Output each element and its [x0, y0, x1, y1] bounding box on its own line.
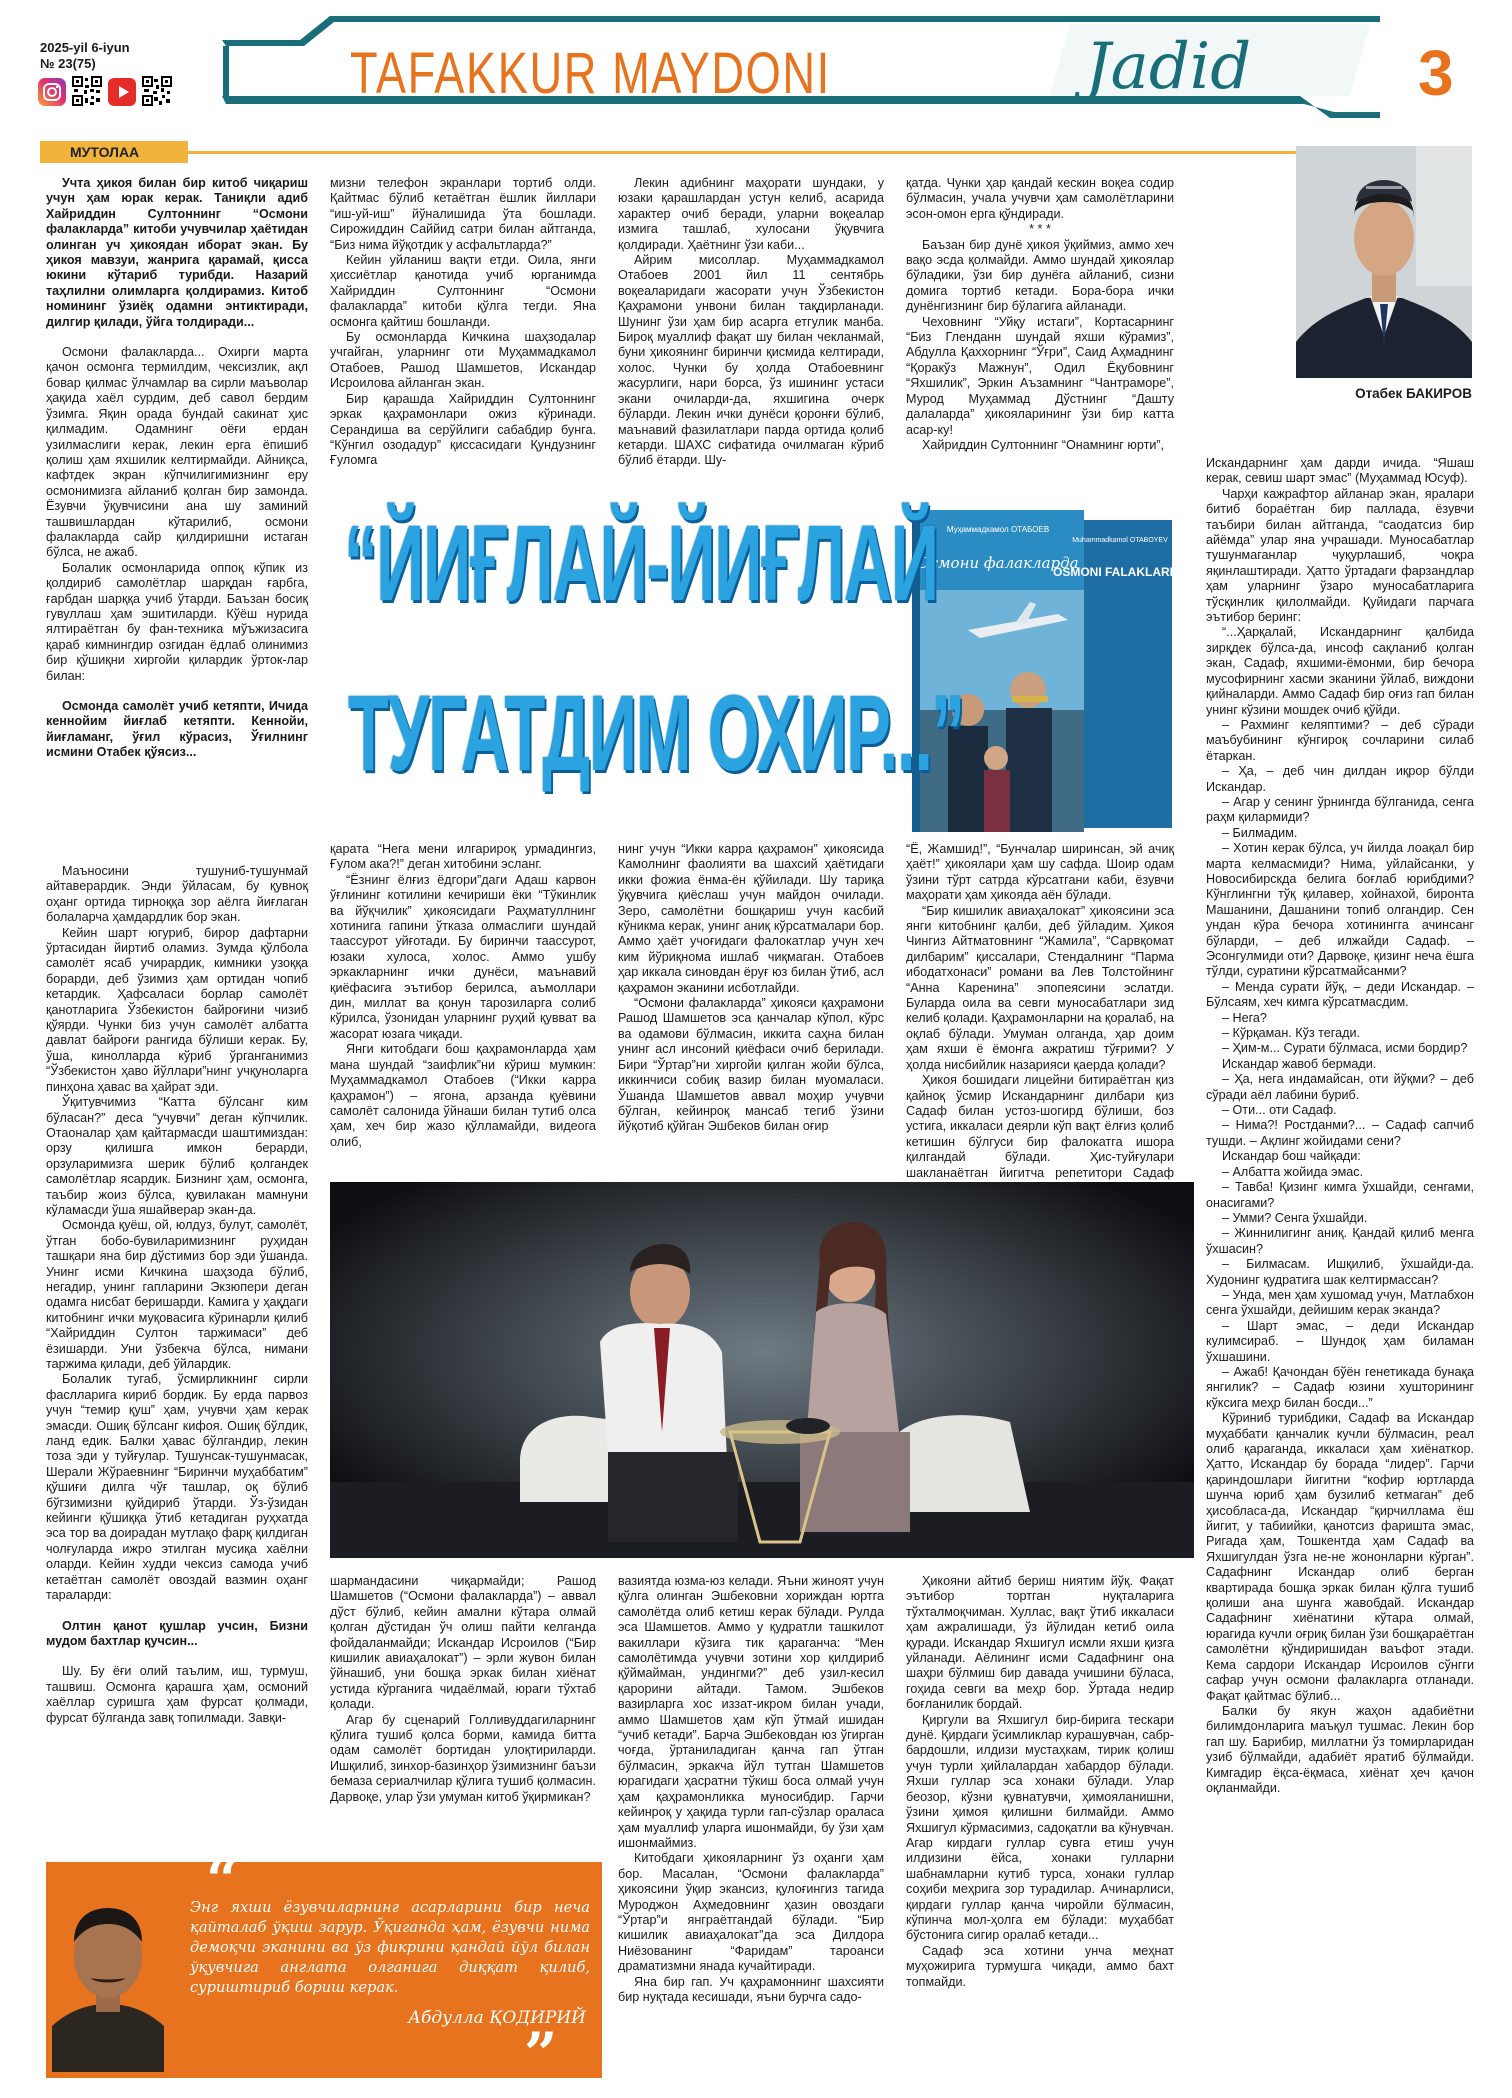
paragraph: – Кўрқаман. Кўз тегади.	[1222, 1026, 1361, 1041]
verse: Олтин қанот қушлар учсин, Бизни мудом бахтлар қучсин...	[46, 1618, 308, 1648]
paragraph: – Жиннилигинг аниқ. Қандай қилиб менга ўхшасин?	[1206, 1226, 1474, 1256]
paragraph: Кейин уйланиш вақти етди. Оила, янги ҳиссиётлар қанотида учиб юрганимда Хайриддин Султоннинг “Осмони фалакларда” китоби қўлга тегди. Яна осмонга қайтиш бошланди.	[330, 253, 596, 329]
paragraph: “Ёзнинг ёлғиз ёдгори”даги Адаш карвон ўғлининг котилини кечириши ёки “Тўкинлик ва йўқчилик” ҳикоясидаги Раҳматуллнинг хотинига гапини ўтказа олмаслиги шундай таассурот уйғотади. Бу биринчи таассурот, юзаки хулоса, холос. Аммо ушбу эркакларнинг ички дунёси, маънавий қиёфасига эътибор берилса, аъмоллари дин, миллат ва қонун тарозиларга солиб кўрилса, ўзонидан уларнинг руҳий қувват ва жасорат юзага чиқади.	[330, 872, 596, 1041]
paragraph: – Нега?	[1222, 1010, 1267, 1025]
paragraph: “Бир кишилик авиаҳалокат” ҳикоясини эса янги китобнинг қалби, деб ўйладим. Ҳикоя Чингиз Айтматовнинг “Жамила”, “Сарвқомат дилбарим” қиссалари, Стендалнинг “Парма ибодатхонаси” романи ва Лев Толстойнинг “Анна Каренина” эпопеясини эслатди. Буларда оила ва севги муносабатлари зид келиб қолади. Қаҳрамонларни на қоралаб, на оқлаб бўлади. Умуман олганда, ҳар доим ҳам яхши ё ёмонга ажратиш тўғрими? У ҳолда нисбийлик назарияси қаерда қолади?	[906, 903, 1174, 1072]
paragraph: нинг учун “Икки карра қаҳрамон” ҳикоясида Камолнинг фаолияти ва шахсий ҳаётидаги икки фожиа ёнма-ён қўйилади. Шу тариқа ўқувчига қиёслаш учун майдон очилади. Зеро, самолётни бошқариш учун касбий кўникма керак, унинг аниқ кўрсатмалари бор. Аммо ҳаёт учоғидаги фалокатлар учун хеч ким йўриқнома ишлаб чиқмаган. Отабоев ҳар иккала синовдан ёруғ юз билан ўтиб, асл қаҳрамон эканини исботлайди.	[618, 842, 884, 995]
lead-paragraph: Учта ҳикоя билан бир китоб чиқариш учун ҳам юрак керак. Таниқли адиб Хайриддин Султоннинг “Осмони фалакларда” китоби учувчилар ҳаётидан олинган уч ҳикоядан иборат экан. Бу ҳикоя мавзуи, жанрига қарамай, қисса юкини кўтариб турибди. Назарий таҳлилни олимларга қолдирамиз. Китоб номининг ўзиёқ одамни энтиктиради, дилгир қилади, ўйга толдиради...	[46, 176, 308, 329]
book-title-left: Осмони фалакларда	[917, 554, 1079, 572]
paragraph: Искандар бош чайқади:	[1222, 1149, 1361, 1164]
instagram-icon[interactable]	[38, 78, 66, 106]
paragraph: – Рахминг келяптими? – деб сўради маъбубининг кўнгироқ сочларини силаб ётаркан.	[1206, 717, 1474, 763]
column-5	[1206, 456, 1474, 1796]
paragraph: Ҳикояни айтиб бериш ниятим йўқ. Фақат эътибор тортган нуқталарига тўхталмоқчиман. Хуллас, вақт ўтиб иккаласи ҳам ажралишади, ўз йўлидан кетиб оила қуради. Искандар Яхшигул исмли яхши қизга уйланади. Аёлининг исми Садафнинг она шаҳри бўлмиш бир давада учишини бўласа, гоҳида севги ва меҳр бор. Ўртада недир боғланилик бордай.	[906, 1574, 1174, 1712]
paragraph: – Билмадим.	[1222, 825, 1298, 840]
section-title: TAFAKKUR MAYDONI	[350, 41, 831, 106]
book-author-right: Muhammadkamol OTABOYEV	[1072, 537, 1168, 544]
paragraph: қарата “Нега мени илгарироқ урмадингиз, Ғулом ака?!” деган хитобини эсланг.	[330, 842, 596, 872]
rubric-label	[40, 141, 188, 163]
headline-line-1: “ЙИҒЛАЙ-ЙИҒЛАЙ	[344, 502, 938, 623]
paragraph: Лекин адибнинг маҳорати шундаки, у юзаки қарашлардан устун келиб, асарида характер очиб беради, уларни воқеалар измига ташлаб, хулосани ўқувчига қолдиради. Ҳаётнинг ўзи каби...	[618, 176, 884, 252]
paragraph: Балки бу якун жаҳон адабиётни билимдонларига маъқул тушмас. Лекин бор гап шу. Барибир, миллатни ўз томирларидан узиб бўлмайди, адабиёт яратиб бўлмайди. Кимгадир ёқса-ёқмаса, хиёнат ҳеч қачон оқланмайди.	[1206, 1703, 1474, 1795]
quote-author-portrait	[52, 1876, 164, 2072]
paragraph: “Осмони фалакларда” ҳикояси қаҳрамони Рашод Шамшетов эса қанчалар кўпол, кўрс ва одамови бўлмасин, иккита саҳна билан унинг асл инсоний қиёфаси очиб берилади. Бири “Ўртар”ни хиргойи қилган жойи бўлса, иккинчиси собиқ вазир билан муомаласи. Ўшанда Шамшетов аввал моҳир учувчи бўлган, кейинроқ мансаб тегиб ўзини йўқотиб қўйган Эшбеков билан оғир	[618, 996, 884, 1134]
column-4-top	[906, 176, 1174, 453]
quote-text: Энг яхши ёзувчиларнинг асарларини бир неча қайталаб ўқиш зарур. Ўқиганда ҳам, ёзувчи нима демоқчи эканини ва ўз фикрини қандай йўл билан ўқувчига англата олганига диққат қилиб, суриштириб бориш керак.	[190, 1899, 590, 1996]
paragraph: Болалик осмонларида оппоқ кўпик из қолдириб самолётлар шарқдан ғарбга, ғарбдан шарққа учиб ўтарди. Баъзан босиқ гувуллаш ҳам эшитиларди. Кўёш нурида ялтираётган бу фан-техника мўъжизасига қараб кимнингдир озгидан ёдлаб олинимиз бир қўшиқни хиргойи қилардик ўрток-лар билан:	[46, 560, 308, 683]
paragraph: шармандасини чиқармайди; Рашод Шамшетов (“Осмони фалакларда”) – аввал дўст бўлиб, кейин амални кўтара олмай қолган дўстидан ўч олиш пайти келганда фойдаланмайди; Искандар Исроилов (“Бир кишилик авиаҳалокат”) – эрли жувон билан ўйнашиб, уни бошқа эркак билан хиёнат устида кўрганига чидаёлмай, юраги тўхтаб қолади.	[330, 1574, 596, 1712]
author-photo	[1296, 146, 1472, 378]
open-quote-mark: “	[206, 1846, 240, 1914]
youtube-icon[interactable]	[108, 78, 136, 106]
column-3-top	[618, 176, 884, 469]
paragraph: Айрим мисоллар. Муҳаммадкамол Отабоев 2001 йил 11 сентябрь воқеаларидаги жасорати учун Ўзбекистон Қаҳрамони унвони билан тақдирланади. Шунинг ўзи ҳам бир асарга етгулик манба. Бироқ муаллиф фақат шу билан чекланмай, буни ҳикоянинг биринчи қисмида келтиради, холос. Чунки бу ҳолда Отабоевнинг жасурлиги, нари борса, ўз ишининг устаси экани очиларди-да, яхшигина очерк бўларди. Лекин ички дунёси қоронғи бўлиб, маънавий фазилатлари парда ортида қолиб кетарди. ШАХС сифатида очилмаган кўриб бўлиб ётарди. Шу-	[618, 253, 884, 468]
column-1-bottom	[46, 864, 308, 1726]
paragraph: – Менда сурати йўқ, – деди Искандар. – Бўлсаям, хеч кимга кўрсатмасдим.	[1206, 979, 1474, 1010]
paragraph: Кўриниб турибдики, Садаф ва Искандар муҳаббати қанчалик кучли бўлмасин, реал олиб қараганда, иккаласи ҳам хиёнаткор. Ҳатто, Искандар бу борада “лидер”. Гарчи қариндошлари йигитни “кофир юртларда шунча юриб ҳам бузилиб кетмаган” деб ҳисобласа-да, Искандар “қирчиллама ёш йигит, у табиийки, қанотсиз фаришта эмас, Ригада ҳам, Тошкентда ҳам Садаф ва Яхшигулдан ўзга не-не жононларни кўрган”. Садафнинг Искандар олиб берган квартирада бошқа эркак билан қўлга тушиб қолиши ана шунга жавобдай. Искандар Садафнинг хиёнатини кўтара олмай, юрагида кучли оғриқ билан ўзи бошқараётган самолётни қўндиришидан ваъфот этади. Кема сардори Искандар Исроилов сўнгги сафар учун осмони фалакларга отланади. Фақат қайтмас бўлиб...	[1206, 1411, 1474, 1703]
paragraph: Қиргули ва Яхшигул бир-бирига тескари дунё. Қирдаги ўсимликлар курашувчан, сабр-бардошли, илдизи мустаҳкам, тирик қолиш учун турли ҳийлалардан хабардор бўлади. Яхши гуллар эса хонаки бўлади. Улар беозор, кўзни қувнатувчи, ҳимояланишни, ўзини ҳимоя қилишни билмайди. Аммо Яхшигул кўрмасимиз, садоқатли ва кўнувчан. Агар кирдаги гуллар сувга етиш учун илдизини ёйса, хонаки гулларни шабнамларни кутиб турса, хонаки гуллар соҳиби меҳрига зор турадилар. Ачинарлиси, қирдаги гуллар қанча чиройли бўлмасин, кўпинча мол-ҳолга ем бўлади: муҳаббат бўстонига сигир оралаб кетади...	[906, 1712, 1174, 1943]
verse: Осмонда самолёт учиб кетяпти, Ичида кеннойим йиғлаб кетяпти. Кеннойи, йиғламанг, ўғил кўрасиз, Ўғилнинг исмини Отабек қўясиз...	[46, 699, 308, 760]
qr-code-icon[interactable]	[72, 76, 102, 106]
paragraph: – Ҳа, – деб чин дилдан иқрор бўлди Искандар.	[1206, 764, 1474, 794]
paragraph: Яна бир гап. Уч қаҳрамоннинг шахсияти бир нуқтада кесишади, яъни бурчга садо-	[618, 1974, 884, 2004]
paragraph: “Ё, Жамшид!”, “Бунчалар ширинсан, эй ачиқ ҳаёт!” ҳикоялари ҳам шу сафда. Шоир одам ўзини тўрт сатрда кўрсатгани каби, ёзувчи маҳорати ҳам ҳикояда аён бўлади.	[906, 842, 1174, 903]
paragraph: “...Ҳарқалай, Искандарнинг қалбида зирқдек бўлса-да, инсоф сақланиб қолган экан, Садаф, яхшими-ёмонми, бир бечора мусофирнинг хасми эканини ўйлаб, виждони қийналарди. Аммо Садаф бир оғиз гап билан унинг кўзини мошдек очиб қўйди.	[1206, 625, 1474, 717]
paragraph: Искандарнинг ҳам дарди ичида. “Яшаш керак, севиш шарт эмас” (Муҳаммад Юсуф).	[1206, 456, 1474, 486]
paragraph: Бир қарашда Хайриддин Султоннинг эркак қаҳрамонлари ожиз кўринади. Серандиша ва серўйлиги сабабдир бунга. “Кўнгил озодадур” қиссасидаги Қундузнинг Ғуломга	[330, 391, 596, 468]
paragraph: – Агар у сенинг ўрнингда бўлганида, сенга раҳм қилармиди?	[1206, 794, 1474, 825]
paragraph: – Ҳим-м... Сурати бўлмаса, исми бордир?	[1222, 1041, 1468, 1056]
paragraph: Агар бу сценарий Голливуддагиларнинг қўлига тушиб қолса борми, камида битта одам самолёт бортидан улоқтириларди. Ишқилиб, зинхор-базинҳор ўзимизнинг баъзи бемаза сериалчилар қўлига тушиб қолмасин. Дарвоқе, улар ўзи умуман китоб ўқирмикан?	[330, 1712, 596, 1804]
paragraph: Искандар жавоб бермади.	[1222, 1056, 1377, 1071]
rubric-text: МУТОЛАА	[70, 144, 140, 160]
paragraph: Ўқитувчимиз “Катта бўлсанг ким бўласан?” деса “учувчи” деган кўпчилик. Отаоналар ҳам қайтармасди шаштимиздан: орзу қилишга имкон берарди, орзуларимизга шерик бўлиб қолгандек самолётлар ясардик. Бизнинг ҳам, осмонга, таъбир жоиз бўлса, қувилакан мамнуни кўламасди ўша яшайверар экан-да.	[46, 1095, 308, 1217]
paragraph: Ҳикоя бошидаги лицейни битираётган қиз қайноқ ўсмир Искандарнинг дилбари қиз Садаф билан устоз-шогирд бўлиши, боз устига, иккаласи деярли кўп вақт ёлғиз қолиб кетишин бўлгуси бир фалокатга ишора қилгандай бўлади. Ҳис-туйғулари шакланаётган йигитча репетитори Садаф	[906, 1073, 1174, 1180]
paragraph: мизни телефон экранлари тортиб олди. Қайтмас бўлиб кетаётган ёшлик йиллари “иш-уй-иш” йўналишида ўта бошлади. Сирожиддин Саййид сатри билан айтганда, “Биз нима йўқотдик у асфальтларда?”	[330, 176, 596, 252]
paragraph: – Унда, мен ҳам хушомад учун, Матлабхон сенга ўхшайди, дейишим керак эканда?	[1206, 1287, 1474, 1318]
paragraph: – Ажаб! Қачондан бўён генетикада бунақа янгилик? – Садаф юзини хушторининг кўксига меҳр билан босди...”	[1206, 1364, 1474, 1410]
rubric-rule	[188, 151, 1470, 154]
paragraph: Шу. Бу ёғи олий таълим, иш, турмуш, ташвиш. Осмонга қарашга ҳам, осмоний хаёллар суришга ҳам фурсат қолмади, фурсат бўлганда завқ топилмади. Завқи-	[46, 1664, 308, 1725]
paragraph: – Албатта жойида эмас.	[1222, 1164, 1364, 1179]
column-2-bottom	[330, 1574, 596, 1805]
issue-number: № 23(75)	[40, 56, 96, 71]
paragraph: Садаф эса хотини унча меҳнат муҳожирига турмушга чиқади, аммо бахт топмайди.	[906, 1943, 1174, 1989]
paragraph: Китобдаги ҳикояларнинг ўз оҳанги ҳам бор. Масалан, “Осмони фалакларда” ҳикоясини ўқир эканcиз, қулоғингиз тагида Муроджон Аҳмедовнинг ҳазин овоздаги “Ўртар”и янграётгандай бўлади. “Бир кишилик авиаҳалокат”да эса Дилдора Ниёзованинг “Фаридам” тароанcи драматизмни янада кучайтиради.	[618, 1851, 884, 1974]
stage-photo	[330, 1182, 1194, 1558]
newspaper-logo: Jadid	[1085, 30, 1252, 104]
paragraph: Баъзан бир дунё ҳикоя ўқиймиз, аммо хеч вақо эсда қолмайди. Аммо шундай ҳикоялар бўладики, ўзи бир дунёга айланиб, сизни домига тортиб кетади. Бора-бора ички дунёнгизнинг бир бўлагига айланади.	[906, 237, 1174, 314]
paragraph: – Оти... оти Садаф.	[1222, 1103, 1337, 1118]
column-2-mid	[330, 842, 596, 1150]
paragraph: – Тавба! Қизинг кимга ўхшайди, сенгами, онасигами?	[1206, 1180, 1474, 1210]
paragraph: Чеховнинг “Уйқу истаги”, Кортасарнинг “Биз Гленданн шундай яхши кўрамиз”, Абдулла Қаххорнинг “Ўғри”, Саид Аҳмаднинг “Қоракўз Мажнун”, Одил Ёқубовнинг “Яхшилик”, Эркин Аъзамнинг “Чантраморе”, Мурод Муҳаммад Дўстнинг “Дашту далаларда” ҳикояларининг ўзи бир катта асар-ку!	[906, 314, 1174, 437]
page-number: 3	[1418, 37, 1454, 109]
separator-stars: * * *	[1029, 222, 1051, 237]
paragraph: вазиятда юзма-юз келади. Яъни жиноят учун қўлга олинган Эшбековни хориждан юртга самолётда олиб кетиш керак бўлади. Рулда эса Шамшетов. Аммо у қудратли ташкилот вакиллари кўзига тик қараганча: “Мен самолётимда учувчи зотини хор қилдириб қўймайман, ундингми?” деб узил-кесил қарорини айтади. Тамом. Эшбеков вазирларга хос иззат-икром билан учади, аммо Шамшетов ҳам кўп ўтмай ишидан “учиб кетади”. Барча Эшбековдан юз ўгирган чоғда, ўртаниладиган қанча гап ўтган бўлмасин, эркакча йўл тутган Шамшетов юрагидаги ҳасратни тўкиш боса олмай учун ҳам қаҳрамонликка муносибдир. Гарчи кейинроқ у ҳақида турли гап-сўзлар оралаcа ҳам муаллиф уларга ишонмайди, бу ўзи ҳам ишонмаймиз.	[618, 1574, 884, 1850]
paragraph: – Нима?! Ростданми?... – Садаф сапчиб тушди. – Ақлинг жойидами сени?	[1206, 1118, 1474, 1148]
paragraph: – Шарт эмас, – деди Искандар кулимсираб. – Шундоқ ҳам биламан ўхшашини.	[1206, 1318, 1474, 1364]
column-1-top	[46, 176, 308, 761]
quote-author: Абдулла ҚОДИРИЙ	[408, 2008, 586, 2028]
issue-date: 2025-yil 6-iyun	[40, 40, 130, 55]
paragraph: – Умми? Сенга ўхшайди.	[1222, 1210, 1368, 1225]
paragraph: – Хотин керак бўлса, уч йилда лоақал бир марта келмасмиди? Нима, уйлайсанки, у Новосибирскда белига боғлаб юрибдими? Кўнглингни тўқ қилавер, хойнахой, биронта Машанини, Дашанини топиб олгандир. Сен ундан кўра бечора хотинингга ачинсанг бўларди, – деб илжайди Садаф. – Эсонгулмиди оти? Дарвоқе, қизинг неча ёшга тўлди, суратини кўрсатмайсанми?	[1206, 841, 1474, 979]
book-author-left: Муҳаммадкамол ОТАБОЕВ	[946, 525, 1050, 534]
paragraph: Хайриддин Султоннинг “Онамнинг юрти”,	[922, 437, 1165, 452]
qr-code-icon[interactable]	[142, 76, 172, 106]
paragraph: Болалик тугаб, ўсмирликнинг сирли фаслларига кириб бордик. Бу ерда парвоз учун “темир қуш” ҳам, учувчи ҳам керак эмасди. Ошиқ бўлсанг кифоя. Ошиқ бўлдик, ланд едик. Балки ҳавас бўлгандир, лекин тоза эди у туйғулар. Тушунсак-тушунмасак, Шерали Жўраевнинг “Биринчи муҳаббатим” қўшиғи дилга чўғ ташлар, оқ бўлиб бўгзимизни қуйдириб ўтарди. Ўз-ўзидан кейинги қўшиққа ўтиб кетадиган руҳхатда эса тор ва доирадан мутлақо фарқ қилдиган чолғуларда ижро этилган мусиқа хаёлни оларди. Кейин худди чексиз самода учиб кетаётган самолёт овоздай вазмин оҳанг тараларди:	[46, 1372, 308, 1603]
close-quote-mark: ”	[524, 2020, 558, 2088]
book-title-right: OSMONI FALAKLARDA	[1053, 565, 1178, 579]
paragraph: Чарҳи кажрафтор айланар экан, яралари битиб бораётган бир паллада, ёзувчи таъбири билан айтганда, “саодатсиз бир айёмда” улар яна учрашади. Муносабатлар тушунмаганлар чуқурлашиб, чоқра яқинлаштиради. Ҳатто ўртадаги фарзандлар ҳам уларнинг ўзаро муносабатларига тўсқинлик қилолмайди. Қуйидаги парчага эътибор беринг:	[1206, 486, 1474, 625]
paragraph: – Билмасам. Ишқилиб, ўхшайди-да. Худонинг қудратига шак келтирмассан?	[1206, 1257, 1474, 1287]
column-2-top	[330, 176, 596, 469]
paragraph: – Ҳа, нега индамайсан, оти йўқми? – деб сўради аёл лабини буриб.	[1206, 1072, 1474, 1102]
paragraph: Кейин шарт югуриб, бирор дафтарни ўртасидан йиртиб оламиз. Зумда қўлбола самолёт ясаб учирардик, кимники узоққа борарди, деб ўзимиз ҳам ортидан чопиб кетардик. Ҳафсалаcи борлар самолёт қанотларига Ўзбекистон байроғини чизиб қўярди. Чунки биз учун самолёт албатта давлат байроғи рангида бўлиши керак. Бу, ўша, кинолларда кўриб ўрганганимиз “Ўзбекистон ҳаво йўллари”нинг учқуноларга пинҳона ҳавас ва ҳайрат эди.	[46, 925, 308, 1094]
paragraph: Янги китобдаги бош қаҳрамонларда ҳам мана шундай “заифлик”ни кўриш мумкин: Муҳаммадкамол Отабоев (“Икки карра қаҳрамон”) – ягона, арзанда қуёвини самолёт салонида ўйнаши билан тутиб олса ҳам, хеч бир жазо қўлламайди, видеога олиб,	[330, 1042, 596, 1149]
paragraph: Осмони фалакларда... Охирги марта қачон осмонга термилдим, чексизлик, ақл бовар қилмас ўлчамлар ва сирли маъволар ҳақида хаёл сурдим, деб савол бердим ўзимга. Яқин орада бундай сакинат ҳис қилмадим. Одамнинг оёғи ердан узилмаслиги керак, лекин ерга ёпишиб қолиш ҳам яхшилик келтирмайди. Айниқса, кафтдек экран кўпчилигимизнинг еру осмонимизга айланиб қолган бир замонда. Ёзувчи ўқувчисини ана шу заминий ташвишлардан кўтарилиб, осмони фалакларда сайр қилдиришни истаган бўлса, не ажаб.	[46, 345, 308, 560]
column-3-mid	[618, 842, 884, 1135]
paragraph: қатда. Чунки ҳар қандай кескин воқеа содир бўлмасин, учала учувчи ҳам самолётларини эсон-омон ерга қўндиради.	[906, 176, 1174, 221]
paragraph: Бу осмонларда Кичкина шаҳзодалар учгайган, уларнинг оти Муҳаммадкамол Отабоев, Рашод Шамшетов, Искандар Исроилова айланган экан.	[330, 330, 596, 391]
column-4-bottom	[906, 1574, 1174, 1990]
author-caption: Отабек БАКИРОВ	[1355, 386, 1472, 401]
paragraph: Осмонда қуёш, ой, юлдуз, булут, самолёт, ўтган бобо-бувиларимизнинг руҳидан ташқари яна бир дўстимиз бор эди ўшанда. Унинг исми Кичкина шаҳзода бўлиб, негадир, унинг гапларини Экзюпери деган одамга нисбат беришарди. Камига у ҳақдаги китобнинг ички муқовасига кўринарли қилиб “Хайриддин Султон таржимаси” деб ёзишарди. Уни ўзбекча бўлса, нимани таржима қилади, деб ўйлардик.	[46, 1218, 308, 1371]
paragraph: Маъносини тушуниб-тушунмай айтаверардик. Энди ўйласам, бу қувноқ оҳанг ортида тирноққа зор аёлга йиғлаган болаларча ҳамдардлик бор экан.	[46, 864, 308, 925]
column-3-bottom	[618, 1574, 884, 2005]
headline-line-2: ТУГАТДИМ ОХИР...”	[348, 672, 964, 793]
